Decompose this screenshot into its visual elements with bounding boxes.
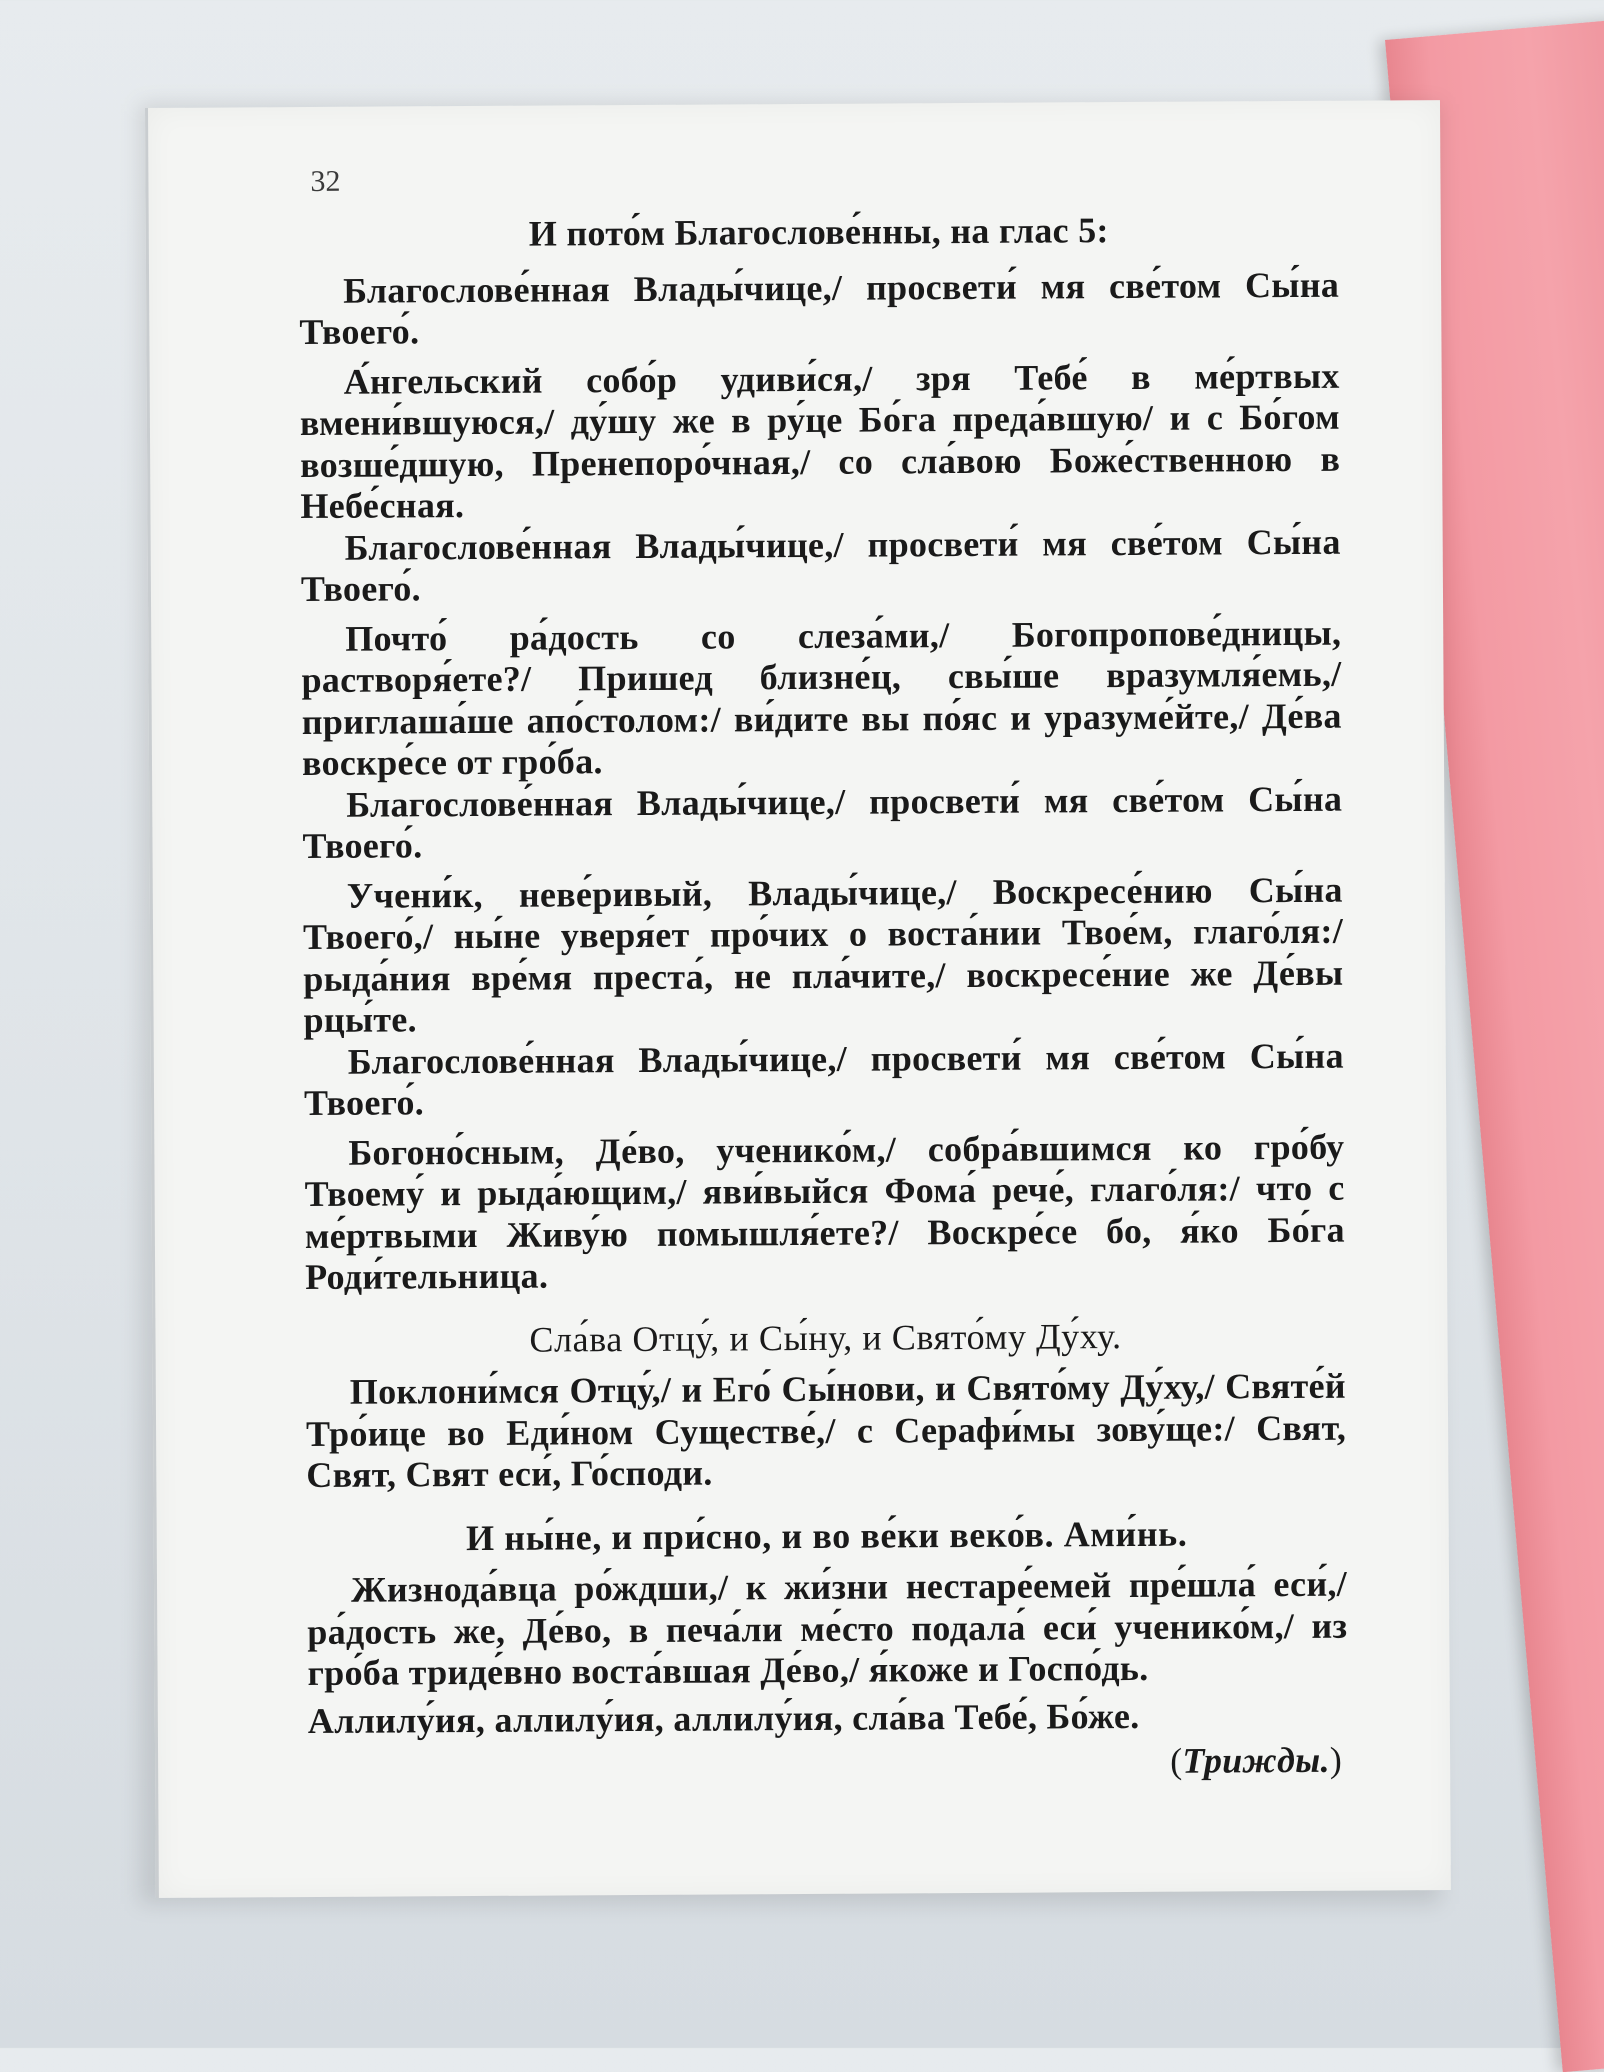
- alleluia-line: Аллилу́ия, аллилу́ия, аллилу́ия, сла́ва Тебе́, Бо́же.: [307, 1695, 1140, 1741]
- refrain: Благослове́нная Влады́чице,/ просвети́ мя све́том Сы́на Твоего́.: [302, 778, 1343, 867]
- thrice-open-paren: (: [1170, 1740, 1183, 1781]
- thrice-word: Трижды.: [1182, 1739, 1330, 1781]
- troparion-verse-4: Богоно́сным, Де́во, ученико́м,/ собра́вшимся ко гро́бу Твоему́ и рыда́ющим,/ яви́выйся Фома́ рече́, глаго́ля:/ что с ме́ртвыми Живу́ю помышля́ете?/ Воскре́се бо, я́ко Бо́га Роди́тельница.: [304, 1126, 1345, 1298]
- refrain: Благослове́нная Влады́чице,/ просвети́ мя све́том Сы́на Твоего́.: [299, 264, 1340, 353]
- thrice-close-paren: ): [1329, 1739, 1343, 1780]
- theotokion-verse: Жизнода́вца ро́ждши,/ к жи́зни нестаре́емей пре́шла́ еси́,/ ра́дость же, Де́во, в печа́ли ме́сто подала́ еси́ ученико́м,/ из гро́ба триде́вно воста́вшая Де́во,/ я́коже и Госпо́дь.: [307, 1563, 1348, 1694]
- thrice-note: [308, 1740, 1342, 1788]
- page-number: 32: [310, 164, 341, 198]
- troparion-verse-3: Учени́к, неве́ривый, Влады́чице,/ Воскресе́нию Сы́на Твоего́,/ ны́не уверя́ет про́чих о воста́нии Твое́м, глаго́ля:/ рыда́ния вре́мя преста́, не пла́чите,/ воскресе́ние же Де́вы рцы́те.: [302, 869, 1344, 1041]
- refrain: Благослове́нная Влады́чице,/ просвети́ мя све́том Сы́на Твоего́.: [300, 521, 1341, 610]
- trinity-verse: Поклони́мся Отцу́,/ и Его́ Сы́нови, и Свято́му Ду́ху,/ Святе́й Тро́ице во Еди́ном Существе́,/ с Серафи́мы зову́ще:/ Свят, Свят, Свят еси́, Го́споди.: [305, 1365, 1347, 1496]
- section-heading: И пото́м Благослове́нны, на глас 5:: [528, 210, 1109, 254]
- refrain: Благослове́нная Влады́чице,/ просвети́ мя све́том Сы́на Твоего́.: [303, 1035, 1344, 1124]
- troparion-verse-1: А́нгельский собо́р удиви́ся,/ зря Тебе́ в ме́ртвых вмени́вшуюся,/ ду́шу же в ру́це Бо́га преда́вшую/ и с Бо́гом возше́дшую, Пренепоро́чная,/ со сла́вою Боже́ственною в Небе́сная.: [299, 355, 1341, 527]
- now-and-ever-line: И ны́не, и при́сно, и во ве́ки веко́в. Ами́нь.: [465, 1513, 1188, 1558]
- liturgical-text: [299, 209, 1349, 1788]
- troparion-verse-2: Почто́ ра́дость со слеза́ми,/ Богопропове́дницы, растворя́ете?/ Пришед близне́ц, свы́ше вразумля́емь,/ приглаша́ше апо́столом:/ ви́дите вы по́яс и уразуме́йте,/ Де́ва воскре́се от гро́ба.: [301, 612, 1342, 784]
- book-page: [145, 100, 1451, 1898]
- gloria-line: Сла́ва Отцу́, и Сы́ну, и Свято́му Ду́ху.: [529, 1315, 1122, 1360]
